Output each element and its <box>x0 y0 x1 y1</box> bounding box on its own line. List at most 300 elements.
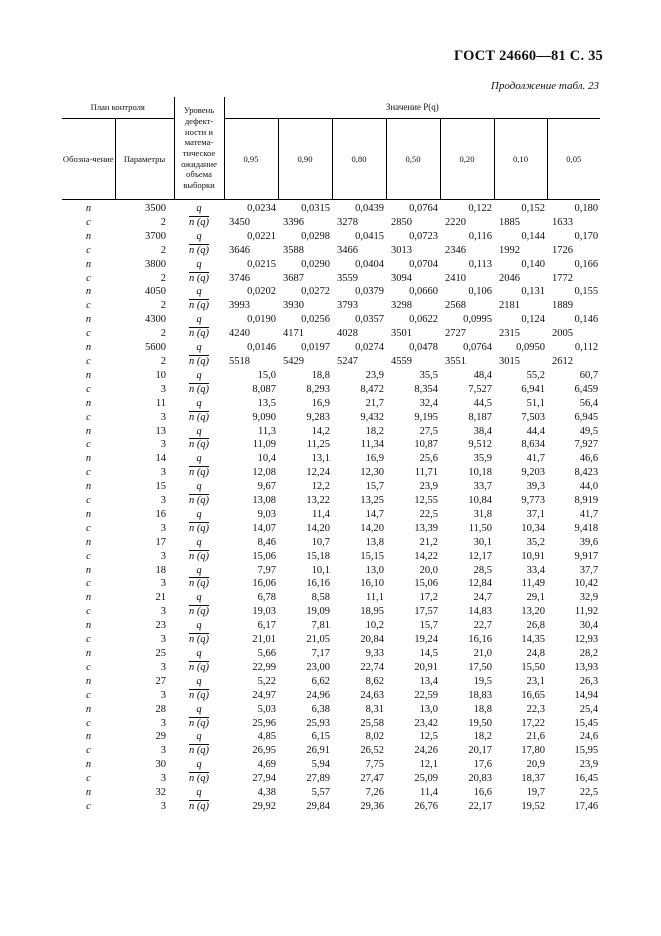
level-cell: n (q) <box>188 634 210 646</box>
value-cell: 30,4 <box>579 620 599 632</box>
value-cell: 21,7 <box>365 397 384 409</box>
value-cell: 13,93 <box>574 661 599 673</box>
table-row <box>62 438 600 452</box>
value-cell: 0,144 <box>521 230 545 242</box>
value-cell: 23,1 <box>526 675 545 687</box>
value-cell: 22,7 <box>473 620 492 632</box>
data-table <box>62 97 600 814</box>
value-cell: 15,18 <box>306 550 330 562</box>
value-cell: 8,472 <box>360 383 384 395</box>
value-cell: 30,1 <box>473 536 492 548</box>
value-cell: 0,0723 <box>409 230 438 242</box>
value-cell: 39,6 <box>579 536 599 548</box>
level-cell: q <box>196 230 202 242</box>
value-cell: 20,9 <box>526 759 545 771</box>
designation-cell: n <box>85 425 92 437</box>
value-cell: 3466 <box>337 244 358 256</box>
value-cell: 2046 <box>499 272 520 284</box>
value-cell: 13,39 <box>414 522 438 534</box>
value-cell: 33,7 <box>473 481 492 493</box>
level-cell: n (q) <box>188 717 210 729</box>
designation-cell: n <box>85 675 92 687</box>
value-cell: 60,7 <box>579 369 599 381</box>
value-cell: 9,03 <box>257 508 276 520</box>
value-cell: 14,22 <box>414 550 438 562</box>
designation-cell: c <box>86 300 91 312</box>
level-cell: n (q) <box>188 661 210 673</box>
designation-cell: n <box>85 787 92 799</box>
header-probability: 0,95 <box>224 119 278 200</box>
table-row <box>62 327 600 341</box>
table-row <box>62 508 600 522</box>
value-cell: 32,9 <box>579 592 599 604</box>
value-cell: 11,34 <box>360 439 384 451</box>
value-cell: 4559 <box>391 355 412 367</box>
value-cell: 4028 <box>337 328 358 340</box>
page-header-title: ГОСТ 24660—81 С. 35 <box>454 48 603 64</box>
designation-cell: n <box>85 648 92 659</box>
parameter-cell: 3 <box>160 578 166 590</box>
table-row <box>62 244 600 258</box>
value-cell: 10,91 <box>521 550 545 562</box>
value-cell: 8,31 <box>365 703 384 715</box>
designation-cell: n <box>85 508 92 520</box>
designation-cell: c <box>86 578 91 590</box>
value-cell: 10,4 <box>257 453 276 465</box>
value-cell: 5,22 <box>257 675 276 687</box>
designation-cell: c <box>86 328 91 340</box>
level-cell: q <box>196 675 202 687</box>
table-row <box>62 355 600 369</box>
value-cell: 6,17 <box>257 620 276 632</box>
value-cell: 11,25 <box>306 439 330 451</box>
level-cell: n (q) <box>188 300 210 312</box>
value-cell: 18,2 <box>365 425 384 437</box>
value-cell: 18,37 <box>521 773 545 785</box>
designation-cell: c <box>86 717 91 729</box>
value-cell: 13,25 <box>360 495 384 507</box>
designation-cell: c <box>86 216 91 228</box>
value-cell: 22,5 <box>419 508 438 520</box>
value-cell: 2568 <box>445 300 466 312</box>
table-row <box>62 633 600 647</box>
value-cell: 41,7 <box>579 508 599 520</box>
table-row <box>62 425 600 439</box>
value-cell: 6,62 <box>311 675 330 687</box>
parameter-cell: 2 <box>160 300 166 312</box>
value-cell: 12,55 <box>414 495 438 507</box>
value-cell: 4,69 <box>257 759 276 771</box>
parameter-cell: 2 <box>160 272 166 284</box>
value-cell: 14,2 <box>311 425 330 437</box>
parameter-cell: 28 <box>155 703 166 715</box>
value-cell: 31,8 <box>473 508 492 520</box>
value-cell: 25,58 <box>360 717 384 729</box>
value-cell: 1726 <box>552 244 573 256</box>
value-cell: 19,24 <box>414 634 438 646</box>
level-cell: q <box>196 453 202 465</box>
table-row <box>62 272 600 286</box>
value-cell: 12,2 <box>311 481 330 493</box>
value-cell: 26,95 <box>252 745 276 757</box>
value-cell: 12,08 <box>252 467 276 479</box>
value-cell: 1633 <box>552 216 573 228</box>
value-cell: 7,97 <box>257 564 276 576</box>
value-cell: 0,0379 <box>355 286 384 298</box>
value-cell: 4,38 <box>257 787 276 799</box>
value-cell: 0,0256 <box>301 314 330 326</box>
value-cell: 7,75 <box>365 759 384 771</box>
table-row <box>62 494 600 508</box>
value-cell: 10,2 <box>365 620 384 632</box>
value-cell: 18,8 <box>311 369 330 381</box>
value-cell: 35,9 <box>473 453 492 465</box>
value-cell: 3015 <box>499 355 520 367</box>
value-cell: 0,0298 <box>301 230 330 242</box>
value-cell: 5,94 <box>311 759 330 771</box>
value-cell: 10,1 <box>311 564 330 576</box>
value-cell: 9,432 <box>360 411 384 423</box>
designation-cell: n <box>85 203 92 214</box>
level-cell: n (q) <box>188 244 210 256</box>
value-cell: 2850 <box>391 216 412 228</box>
table-row <box>62 536 600 550</box>
value-cell: 8,919 <box>574 495 599 507</box>
value-cell: 11,50 <box>468 522 492 534</box>
value-cell: 21,2 <box>419 536 438 548</box>
designation-cell: c <box>86 550 91 562</box>
value-cell: 10,34 <box>521 522 545 534</box>
level-cell: q <box>196 648 202 659</box>
value-cell: 11,92 <box>574 606 599 618</box>
value-cell: 0,180 <box>574 203 599 214</box>
parameter-cell: 3 <box>160 522 166 534</box>
designation-cell: c <box>86 800 91 812</box>
value-cell: 9,418 <box>574 522 599 534</box>
value-cell: 7,17 <box>311 648 330 659</box>
level-cell: n (q) <box>188 355 210 367</box>
value-cell: 4,85 <box>257 731 276 743</box>
value-cell: 55,2 <box>526 369 545 381</box>
value-cell: 5,66 <box>257 648 276 659</box>
designation-cell: n <box>85 592 92 604</box>
value-cell: 0,0274 <box>355 342 384 354</box>
value-cell: 11,4 <box>420 787 438 799</box>
value-cell: 29,1 <box>526 592 545 604</box>
value-cell: 0,0439 <box>355 203 384 214</box>
value-cell: 21,05 <box>306 634 330 646</box>
parameter-cell: 3 <box>160 689 166 701</box>
designation-cell: n <box>85 703 92 715</box>
value-cell: 15,06 <box>414 578 438 590</box>
value-cell: 8,02 <box>365 731 384 743</box>
value-cell: 20,17 <box>468 745 492 757</box>
value-cell: 13,20 <box>521 606 545 618</box>
value-cell: 19,03 <box>252 606 276 618</box>
value-cell: 14,7 <box>365 508 384 520</box>
value-cell: 9,917 <box>574 550 599 562</box>
parameter-cell: 3500 <box>145 203 166 214</box>
value-cell: 6,15 <box>311 731 330 743</box>
value-cell: 17,80 <box>521 745 545 757</box>
level-cell: n (q) <box>188 800 210 812</box>
value-cell: 0,113 <box>468 258 492 270</box>
value-cell: 22,99 <box>252 661 276 673</box>
value-cell: 1885 <box>499 216 520 228</box>
value-cell: 19,7 <box>526 787 545 799</box>
table-row <box>62 285 600 299</box>
parameter-cell: 3 <box>160 383 166 395</box>
value-cell: 37,1 <box>526 508 545 520</box>
table-row <box>62 758 600 772</box>
value-cell: 13,08 <box>252 495 276 507</box>
value-cell: 15,0 <box>257 369 276 381</box>
level-cell: q <box>196 620 202 632</box>
value-cell: 25,6 <box>419 453 438 465</box>
header-level: Уровень дефект-ности и матема-тическое ожидание объема выборки <box>174 97 224 200</box>
value-cell: 1772 <box>552 272 573 284</box>
level-cell: q <box>196 592 202 604</box>
value-cell: 14,07 <box>252 522 276 534</box>
value-cell: 17,6 <box>473 759 492 771</box>
parameter-cell: 3 <box>160 717 166 729</box>
table-row <box>62 703 600 717</box>
table-row <box>62 299 600 313</box>
value-cell: 3559 <box>337 272 358 284</box>
value-cell: 11,49 <box>521 578 545 590</box>
value-cell: 22,17 <box>468 800 492 812</box>
value-cell: 0,0950 <box>516 342 545 354</box>
value-cell: 8,187 <box>468 411 492 423</box>
value-cell: 2727 <box>445 328 466 340</box>
value-cell: 0,0478 <box>409 342 438 354</box>
header-probability: 0,20 <box>440 119 494 200</box>
level-cell: n (q) <box>188 467 210 479</box>
value-cell: 28,5 <box>473 564 492 576</box>
header-designation: Обозна-чение <box>62 119 115 200</box>
designation-cell: c <box>86 383 91 395</box>
value-cell: 4171 <box>283 328 304 340</box>
table-row <box>62 216 600 230</box>
value-cell: 33,4 <box>526 564 545 576</box>
value-cell: 8,46 <box>257 536 276 548</box>
value-cell: 5,03 <box>257 703 276 715</box>
value-cell: 16,16 <box>468 634 492 646</box>
value-cell: 13,4 <box>419 675 438 687</box>
designation-cell: c <box>86 244 91 256</box>
table-row <box>62 258 600 272</box>
value-cell: 9,090 <box>252 411 276 423</box>
level-cell: n (q) <box>188 745 210 757</box>
value-cell: 28,2 <box>579 648 599 659</box>
table-row <box>62 522 600 536</box>
value-cell: 0,155 <box>574 286 599 298</box>
value-cell: 13,0 <box>419 703 438 715</box>
parameter-cell: 5600 <box>145 342 166 354</box>
parameter-cell: 13 <box>155 425 166 437</box>
header-parameters: Параметры <box>115 119 174 200</box>
value-cell: 15,95 <box>574 745 599 757</box>
parameter-cell: 3 <box>160 661 166 673</box>
value-cell: 26,76 <box>414 800 438 812</box>
value-cell: 10,84 <box>468 495 492 507</box>
value-cell: 15,45 <box>574 717 599 729</box>
parameter-cell: 11 <box>155 397 166 409</box>
level-cell: q <box>196 397 202 409</box>
value-cell: 8,58 <box>311 592 330 604</box>
parameter-cell: 3700 <box>145 230 166 242</box>
header-value <box>224 97 600 119</box>
value-cell: 3501 <box>391 328 412 340</box>
value-cell: 7,26 <box>365 787 384 799</box>
value-cell: 11,09 <box>252 439 276 451</box>
value-cell: 39,3 <box>526 481 545 493</box>
value-cell: 8,293 <box>306 383 330 395</box>
parameter-cell: 14 <box>155 453 166 465</box>
table-row <box>62 786 600 800</box>
value-cell: 20,0 <box>419 564 438 576</box>
value-cell: 48,4 <box>473 369 492 381</box>
value-cell: 0,0197 <box>301 342 330 354</box>
value-cell: 11,71 <box>414 467 438 479</box>
value-cell: 9,195 <box>414 411 438 423</box>
value-cell: 27,89 <box>306 773 330 785</box>
table-row <box>62 689 600 703</box>
value-cell: 8,423 <box>574 467 599 479</box>
value-cell: 21,6 <box>526 731 545 743</box>
parameter-cell: 29 <box>155 731 166 743</box>
designation-cell: c <box>86 467 91 479</box>
table-row <box>62 313 600 327</box>
parameter-cell: 2 <box>160 328 166 340</box>
value-cell: 26,52 <box>360 745 384 757</box>
value-cell: 0,0357 <box>355 314 384 326</box>
value-cell: 0,0995 <box>463 314 492 326</box>
designation-cell: n <box>85 369 92 381</box>
designation-cell: n <box>85 314 92 326</box>
parameter-cell: 2 <box>160 216 166 228</box>
value-cell: 14,20 <box>306 522 330 534</box>
parameter-cell: 27 <box>155 675 166 687</box>
level-cell: n (q) <box>188 522 210 534</box>
value-cell: 27,5 <box>419 425 438 437</box>
value-cell: 23,00 <box>306 661 330 673</box>
parameter-cell: 4300 <box>145 314 166 326</box>
value-cell: 14,94 <box>574 689 599 701</box>
value-cell: 24,26 <box>414 745 438 757</box>
value-cell: 20,83 <box>468 773 492 785</box>
value-cell: 10,87 <box>414 439 438 451</box>
table-row <box>62 577 600 591</box>
value-cell: 3993 <box>229 300 250 312</box>
value-cell: 5429 <box>283 355 304 367</box>
table-row <box>62 397 600 411</box>
value-cell: 11,4 <box>312 508 330 520</box>
table-row <box>62 452 600 466</box>
value-cell: 12,24 <box>306 467 330 479</box>
value-cell: 2005 <box>552 328 573 340</box>
value-cell: 17,46 <box>574 800 599 812</box>
value-cell: 26,3 <box>579 675 599 687</box>
value-cell: 24,8 <box>526 648 545 659</box>
value-cell: 27,94 <box>252 773 276 785</box>
value-cell: 3551 <box>445 355 466 367</box>
value-cell: 16,45 <box>574 773 599 785</box>
level-cell: q <box>196 342 202 354</box>
level-cell: q <box>196 787 202 799</box>
parameter-cell: 3 <box>160 606 166 618</box>
value-cell: 12,1 <box>419 759 438 771</box>
level-cell: n (q) <box>188 383 210 395</box>
value-cell: 46,6 <box>579 453 599 465</box>
designation-cell: c <box>86 745 91 757</box>
value-cell: 25,09 <box>414 773 438 785</box>
value-cell: 7,927 <box>574 439 599 451</box>
value-cell: 0,106 <box>468 286 492 298</box>
value-cell: 35,2 <box>526 536 545 548</box>
value-cell: 2220 <box>445 216 466 228</box>
value-cell: 19,5 <box>473 675 492 687</box>
value-cell: 0,152 <box>521 203 545 214</box>
table-row <box>62 591 600 605</box>
value-cell: 3450 <box>229 216 250 228</box>
value-cell: 9,773 <box>521 495 545 507</box>
value-cell: 0,0704 <box>409 258 438 270</box>
value-cell: 0,112 <box>574 342 599 354</box>
parameter-cell: 17 <box>155 536 166 548</box>
value-cell: 14,83 <box>468 606 492 618</box>
table-row <box>62 744 600 758</box>
level-cell: n (q) <box>188 272 210 284</box>
parameter-cell: 3 <box>160 550 166 562</box>
level-cell: n (q) <box>188 606 210 618</box>
value-cell: 14,5 <box>419 648 438 659</box>
value-cell: 38,4 <box>473 425 492 437</box>
value-cell: 0,140 <box>521 258 545 270</box>
header-probability: 0,05 <box>547 119 600 200</box>
value-cell: 0,131 <box>521 286 545 298</box>
parameter-cell: 16 <box>155 508 166 520</box>
value-cell: 19,52 <box>521 800 545 812</box>
parameter-cell: 30 <box>155 759 166 771</box>
value-cell: 15,50 <box>521 661 545 673</box>
parameter-cell: 2 <box>160 355 166 367</box>
table-continuation-label: Продолжение табл. 23 <box>490 80 599 92</box>
value-cell: 2181 <box>499 300 520 312</box>
value-cell: 49,5 <box>579 425 599 437</box>
value-cell: 0,146 <box>574 314 599 326</box>
value-cell: 13,22 <box>306 495 330 507</box>
table-row <box>62 619 600 633</box>
designation-cell: c <box>86 661 91 673</box>
value-cell: 7,527 <box>468 383 492 395</box>
parameter-cell: 18 <box>155 564 166 576</box>
value-cell: 17,50 <box>468 661 492 673</box>
value-cell: 0,0190 <box>247 314 276 326</box>
value-cell: 27,47 <box>360 773 384 785</box>
level-cell: q <box>196 703 202 715</box>
value-cell: 26,8 <box>526 620 545 632</box>
parameter-cell: 23 <box>155 620 166 632</box>
table-row <box>62 480 600 494</box>
parameter-cell: 2 <box>160 244 166 256</box>
value-cell: 23,9 <box>365 369 384 381</box>
parameter-cell: 3 <box>160 411 166 423</box>
header-probability: 0,50 <box>386 119 440 200</box>
value-cell: 16,16 <box>306 578 330 590</box>
value-cell: 0,0202 <box>247 286 276 298</box>
value-cell: 17,2 <box>419 592 438 604</box>
